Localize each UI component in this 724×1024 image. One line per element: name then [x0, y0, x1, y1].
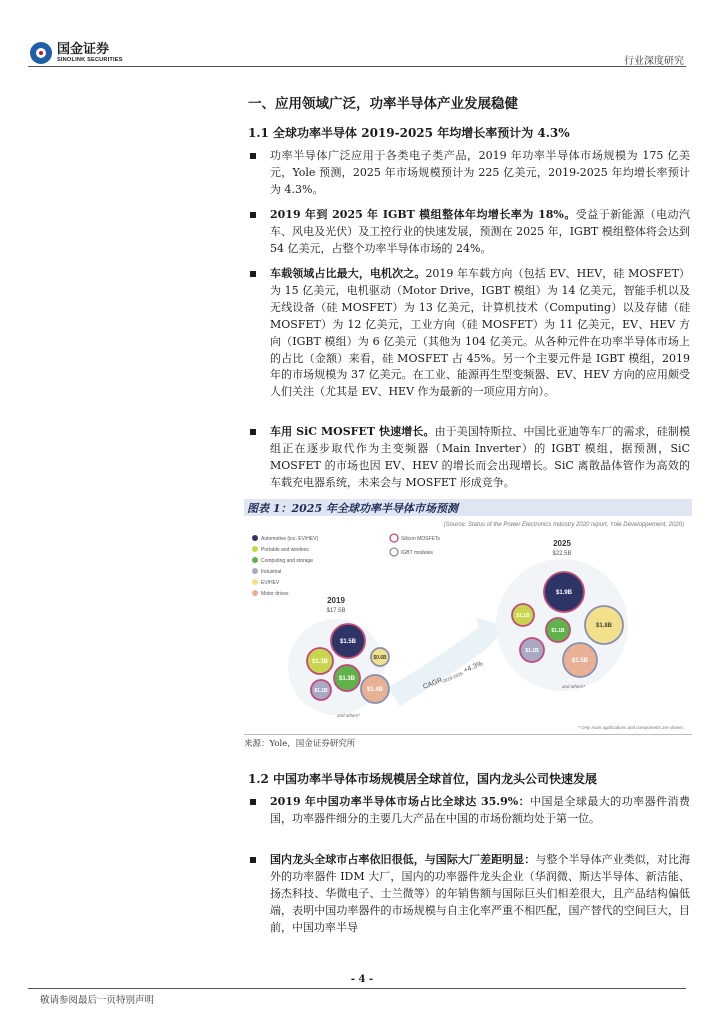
- figure-graphic: [244, 517, 692, 735]
- bullet-item: 2019 年到 2025 年 IGBT 模组整体年均增长率为 18%。受益于新能源（电动汽车、风电及光伏）及工控行业的快速发展，预测在 2025 年，IGBT 模组整体将会达到 54 亿美元，占整个功率半导体市场的 24%。: [250, 207, 690, 258]
- legend-ring: [390, 534, 398, 542]
- others-label: and others*: [562, 684, 586, 689]
- bullet-square-icon: [250, 271, 256, 277]
- logo-mark-icon: [30, 42, 52, 64]
- figure-source-line: (Source: Status of the Power Electronics Industry 2020 report, Yole Développement, 2020): [443, 522, 684, 528]
- bubble-value: $1.5B: [571, 658, 589, 664]
- subsection-heading-1-2: 1.2 中国功率半导体市场规模居全球首位，国内龙头公司快速发展: [248, 772, 598, 786]
- bubble-value: $1.5B: [339, 639, 357, 645]
- company-logo: [30, 42, 123, 64]
- cagr-label: $CAGR_{2019-2025}+4.3\%$: [422, 660, 484, 691]
- legend-label: Portable and wireless: [261, 547, 309, 553]
- figure-footnote: * Only main applications and components are shown.: [577, 725, 684, 730]
- bullet-item: 国内龙头全球市占率依旧很低，与国际大厂差距明显：与整个半导体产业类似，对比海外的功率器件 IDM 大厂，国内的功率器件龙头企业（华润微、斯达半导体、新洁能、扬杰科技、华微电子、士兰微等）的年销售额与国际巨头们相差很大，且产品结构偏低端，表明中国功率器件的市场规模与自主化率严重不相匹配，国产替代的空间巨大，目前，中国功率半导: [250, 852, 690, 937]
- year-2025-label: 2025: [553, 539, 571, 548]
- section-heading: 一、应用领域广泛，功率半导体产业发展稳健: [248, 96, 518, 112]
- bullet-square-icon: [250, 799, 256, 805]
- bubble-value: $1.3B: [311, 659, 329, 665]
- legend-ring: [390, 548, 398, 556]
- figure-title: 图表 1：2025 年全球功率半导体市场预测: [244, 499, 692, 516]
- legend-label: Automotive (inc. EV/HEV): [261, 536, 319, 542]
- header-divider: [28, 66, 686, 67]
- year-2019-label: 2019: [327, 596, 345, 605]
- bullet-square-icon: [250, 153, 256, 159]
- legend-swatch: [252, 535, 258, 541]
- total-2019-label: $17.5B: [326, 608, 346, 614]
- legend-swatch: [252, 557, 258, 563]
- legend-swatch: [252, 590, 258, 596]
- logo-cn: 国金证券: [57, 42, 110, 57]
- bullet-item: 功率半导体广泛应用于各类电子类产品，2019 年功率半导体市场规模为 175 亿美元，Yole 预测，2025 年市场规模预计为 225 亿美元，2019-2025 年均增长率预计为 4.3%。: [250, 148, 690, 199]
- bullet-square-icon: [250, 429, 256, 435]
- others-label: and others*: [337, 713, 361, 718]
- legend-label: Computing and storage: [261, 558, 313, 564]
- legend-label: EV/HEV: [261, 580, 280, 586]
- footer-divider: [28, 988, 686, 989]
- bubble-value: $0.6B: [373, 655, 387, 661]
- legend-label: Industrial: [261, 569, 282, 575]
- bubble-value: $1.1B: [525, 648, 539, 654]
- legend-label: Motor drives: [261, 591, 289, 597]
- legend-swatch: [252, 568, 258, 574]
- figure-source: 来源：Yole，国金证券研究所: [244, 739, 356, 749]
- bullet-item: 车载领域占比最大，电机次之。2019 年车载方向（包括 EV、HEV，硅 MOSFET）为 15 亿美元，电机驱动（Motor Drive，IGBT 模组）为 14 亿美元，智能手机以及无线设备（硅 MOSFET）为 13 亿美元，计算机技术（Computing）以及存储（硅 MOSFET）为 12 亿美元，工业方向（硅 MOSFET）为 11 亿美元，EV、HEV 方向（IGBT 模组）为 6 亿美元（其他为 104 亿美元。从各种元件在功率半导体市场上的占比（金额）来看，硅 MOSFET 占 45%。另一个主要元件是 IGBT 模组，2019 年的市场规模为 37 亿美元。在工业、能源再生型变频器、EV、HEV 方向的应用颇受人们关注（尤其是 EV、HEV 作为最新的一项应用方向）。: [250, 266, 690, 401]
- legend-swatch: [252, 579, 258, 585]
- subsection-heading-1-1: 1.1 全球功率半导体 2019-2025 年均增长率预计为 4.3%: [248, 126, 570, 140]
- bubble-value: $1.1B: [314, 688, 328, 694]
- bubble-value: $1.9B: [555, 590, 573, 596]
- disclaimer-note: 敬请参阅最后一页特别声明: [40, 995, 155, 1006]
- bullet-item: 车用 SiC MOSFET 快速增长。由于美国特斯拉、中国比亚迪等车厂的需求，硅制模组正在逐步取代作为主变频器（Main Inverter）的 IGBT 模组，据预测，SiC MOSFET 的市场也因 EV、HEV 的增长而会出现增长。SiC 离散晶体管作为高效的车载充电器系统，未来会与 MOSFET 形成竞争。: [250, 424, 690, 492]
- bubble-value: $1.1B: [516, 613, 530, 619]
- legend-swatch: [252, 546, 258, 552]
- report-type-label: 行业深度研究: [624, 56, 684, 67]
- bullet-square-icon: [250, 212, 256, 218]
- bubble-value: $1.1B: [551, 628, 565, 634]
- page-number: - 4 -: [350, 974, 374, 985]
- bullet-square-icon: [250, 857, 256, 863]
- bubble-value: $1.3B: [338, 676, 356, 682]
- legend-label: Silicon MOSFETs: [401, 536, 440, 542]
- legend-label: IGBT modules: [401, 550, 433, 556]
- bullet-item: 2019 年中国功率半导体市场占比全球达 35.9%：中国是全球最大的功率器件消费国，功率器件细分的主要几大产品在中国的市场份额均处于第一位。: [250, 794, 690, 828]
- logo-en: SINOLINK SECURITIES: [57, 57, 123, 63]
- legend: [252, 534, 440, 597]
- total-2025-label: $22.5B: [552, 551, 572, 557]
- bubble-value: $1.4B: [366, 687, 384, 693]
- bubble-value: $1.8B: [595, 623, 613, 629]
